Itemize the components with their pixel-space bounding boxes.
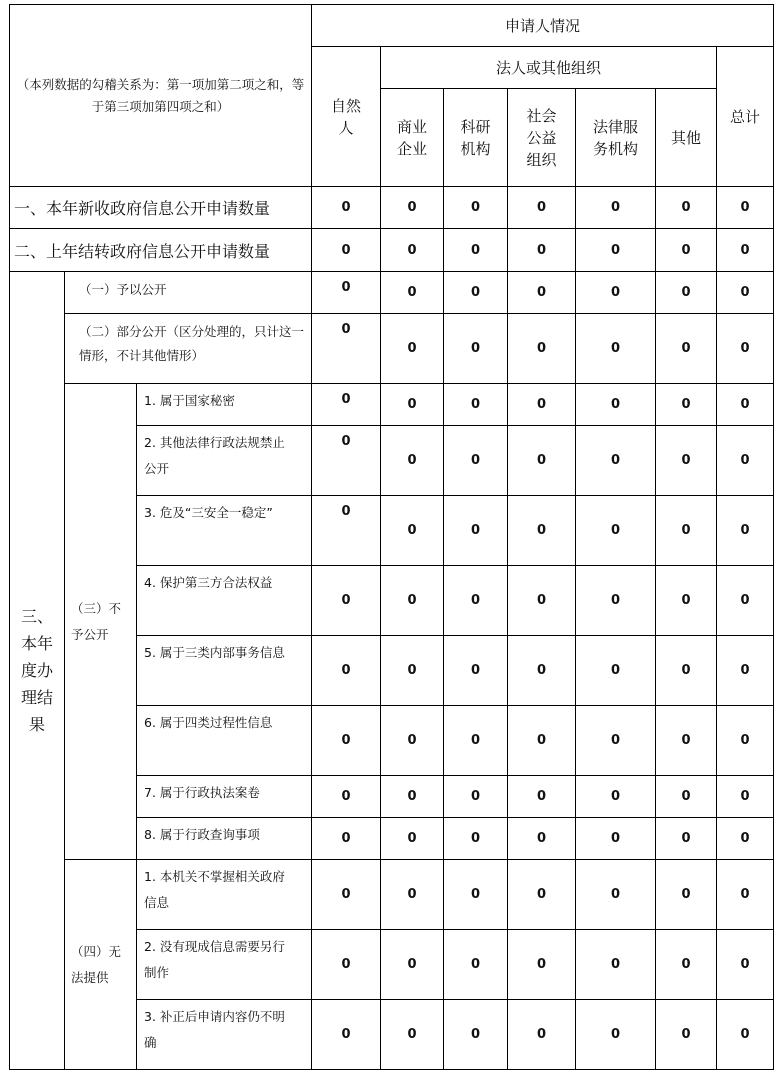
value-cell: 0 <box>656 272 717 314</box>
legal-group-header: 法人或其他组织 <box>381 47 717 89</box>
total-cell: 0 <box>717 818 774 860</box>
value-cell: 0 <box>381 314 444 384</box>
value-cell: 0 <box>444 229 508 272</box>
value-cell: 0 <box>312 384 381 426</box>
row-label: 2. 其他法律行政法规禁止公开 <box>137 426 312 496</box>
value-cell: 0 <box>312 776 381 818</box>
total-cell: 0 <box>717 1000 774 1070</box>
value-cell: 0 <box>656 818 717 860</box>
value-cell: 0 <box>508 706 576 776</box>
row-label: 5. 属于三类内部事务信息 <box>137 636 312 706</box>
value-cell: 0 <box>312 496 381 566</box>
value-cell: 0 <box>656 706 717 776</box>
value-cell: 0 <box>312 566 381 636</box>
value-cell: 0 <box>381 566 444 636</box>
welfare-header: 社会公益组织 <box>508 89 576 187</box>
value-cell: 0 <box>444 930 508 1000</box>
table-row <box>10 272 774 314</box>
row-label: 1. 属于国家秘密 <box>137 384 312 426</box>
value-cell: 0 <box>576 496 656 566</box>
total-cell: 0 <box>717 496 774 566</box>
table-row <box>10 860 774 930</box>
table-row <box>10 384 774 426</box>
value-cell: 0 <box>656 314 717 384</box>
value-cell: 0 <box>508 384 576 426</box>
value-cell: 0 <box>381 706 444 776</box>
value-cell: 0 <box>656 384 717 426</box>
cannot-provide-group-label: （四）无法提供 <box>65 860 137 1070</box>
value-cell: 0 <box>656 566 717 636</box>
value-cell: 0 <box>656 496 717 566</box>
value-cell: 0 <box>508 496 576 566</box>
value-cell: 0 <box>312 314 381 384</box>
total-cell: 0 <box>717 930 774 1000</box>
value-cell: 0 <box>381 818 444 860</box>
value-cell: 0 <box>444 314 508 384</box>
value-cell: 0 <box>656 1000 717 1070</box>
value-cell: 0 <box>508 860 576 930</box>
value-cell: 0 <box>444 776 508 818</box>
row-label: 1. 本机关不掌握相关政府信息 <box>137 860 312 930</box>
disclosure-stats-table <box>9 4 774 1070</box>
value-cell: 0 <box>508 818 576 860</box>
value-cell: 0 <box>508 636 576 706</box>
value-cell: 0 <box>508 1000 576 1070</box>
value-cell: 0 <box>576 706 656 776</box>
value-cell: 0 <box>576 1000 656 1070</box>
value-cell: 0 <box>656 930 717 1000</box>
total-cell: 0 <box>717 566 774 636</box>
natural-person-header: 自然人 <box>312 47 381 187</box>
applicant-situation-header: 申请人情况 <box>312 5 774 47</box>
not-open-group-label: （三）不予公开 <box>65 384 137 860</box>
research-header: 科研机构 <box>444 89 508 187</box>
value-cell: 0 <box>312 636 381 706</box>
value-cell: 0 <box>508 229 576 272</box>
value-cell: 0 <box>381 636 444 706</box>
row-label: （二）部分公开（区分处理的，只计这一情形，不计其他情形） <box>65 314 312 384</box>
value-cell: 0 <box>656 776 717 818</box>
value-cell: 0 <box>381 930 444 1000</box>
value-cell: 0 <box>576 930 656 1000</box>
table-row <box>10 187 774 229</box>
value-cell: 0 <box>656 860 717 930</box>
value-cell: 0 <box>444 187 508 229</box>
value-cell: 0 <box>312 818 381 860</box>
value-cell: 0 <box>508 426 576 496</box>
value-cell: 0 <box>312 860 381 930</box>
total-cell: 0 <box>717 384 774 426</box>
value-cell: 0 <box>312 1000 381 1070</box>
row-label: 3. 危及“三安全一稳定” <box>137 496 312 566</box>
value-cell: 0 <box>576 229 656 272</box>
total-cell: 0 <box>717 860 774 930</box>
value-cell: 0 <box>381 384 444 426</box>
value-cell: 0 <box>444 426 508 496</box>
legal-service-header: 法律服务机构 <box>576 89 656 187</box>
value-cell: 0 <box>508 314 576 384</box>
value-cell: 0 <box>444 384 508 426</box>
total-cell: 0 <box>717 776 774 818</box>
value-cell: 0 <box>381 272 444 314</box>
value-cell: 0 <box>444 818 508 860</box>
value-cell: 0 <box>656 636 717 706</box>
value-cell: 0 <box>576 187 656 229</box>
value-cell: 0 <box>444 496 508 566</box>
row-label: 二、上年结转政府信息公开申请数量 <box>10 229 312 272</box>
value-cell: 0 <box>381 776 444 818</box>
value-cell: 0 <box>508 187 576 229</box>
value-cell: 0 <box>508 566 576 636</box>
value-cell: 0 <box>312 187 381 229</box>
value-cell: 0 <box>381 426 444 496</box>
value-cell: 0 <box>312 930 381 1000</box>
total-cell: 0 <box>717 229 774 272</box>
other-header: 其他 <box>656 89 717 187</box>
value-cell: 0 <box>312 706 381 776</box>
value-cell: 0 <box>444 636 508 706</box>
value-cell: 0 <box>444 1000 508 1070</box>
value-cell: 0 <box>656 187 717 229</box>
row-label: 6. 属于四类过程性信息 <box>137 706 312 776</box>
value-cell: 0 <box>381 1000 444 1070</box>
value-cell: 0 <box>444 860 508 930</box>
value-cell: 0 <box>576 384 656 426</box>
total-cell: 0 <box>717 706 774 776</box>
value-cell: 0 <box>508 776 576 818</box>
row-label: 8. 属于行政查询事项 <box>137 818 312 860</box>
value-cell: 0 <box>444 566 508 636</box>
total-cell: 0 <box>717 636 774 706</box>
relation-note: （本列数据的勾稽关系为：第一项加第二项之和，等于第三项加第四项之和） <box>10 5 312 187</box>
value-cell: 0 <box>312 426 381 496</box>
section3-label: 三、本年度办理结果 <box>10 272 65 1070</box>
table-row <box>10 229 774 272</box>
value-cell: 0 <box>381 229 444 272</box>
value-cell: 0 <box>508 272 576 314</box>
total-cell: 0 <box>717 314 774 384</box>
row-label: 3. 补正后申请内容仍不明确 <box>137 1000 312 1070</box>
row-label: 2. 没有现成信息需要另行制作 <box>137 930 312 1000</box>
value-cell: 0 <box>576 636 656 706</box>
value-cell: 0 <box>381 496 444 566</box>
value-cell: 0 <box>508 930 576 1000</box>
value-cell: 0 <box>576 860 656 930</box>
value-cell: 0 <box>576 566 656 636</box>
value-cell: 0 <box>576 314 656 384</box>
value-cell: 0 <box>576 776 656 818</box>
total-cell: 0 <box>717 187 774 229</box>
total-header: 总计 <box>717 47 774 187</box>
commercial-header: 商业企业 <box>381 89 444 187</box>
value-cell: 0 <box>381 860 444 930</box>
row-label: 7. 属于行政执法案卷 <box>137 776 312 818</box>
row-label: 一、本年新收政府信息公开申请数量 <box>10 187 312 229</box>
value-cell: 0 <box>312 272 381 314</box>
value-cell: 0 <box>381 187 444 229</box>
value-cell: 0 <box>444 706 508 776</box>
value-cell: 0 <box>576 272 656 314</box>
value-cell: 0 <box>656 426 717 496</box>
row-label: 4. 保护第三方合法权益 <box>137 566 312 636</box>
value-cell: 0 <box>312 229 381 272</box>
value-cell: 0 <box>444 272 508 314</box>
table-row <box>10 314 774 384</box>
value-cell: 0 <box>576 818 656 860</box>
value-cell: 0 <box>656 229 717 272</box>
total-cell: 0 <box>717 272 774 314</box>
row-label: （一）予以公开 <box>65 272 312 314</box>
total-cell: 0 <box>717 426 774 496</box>
value-cell: 0 <box>576 426 656 496</box>
